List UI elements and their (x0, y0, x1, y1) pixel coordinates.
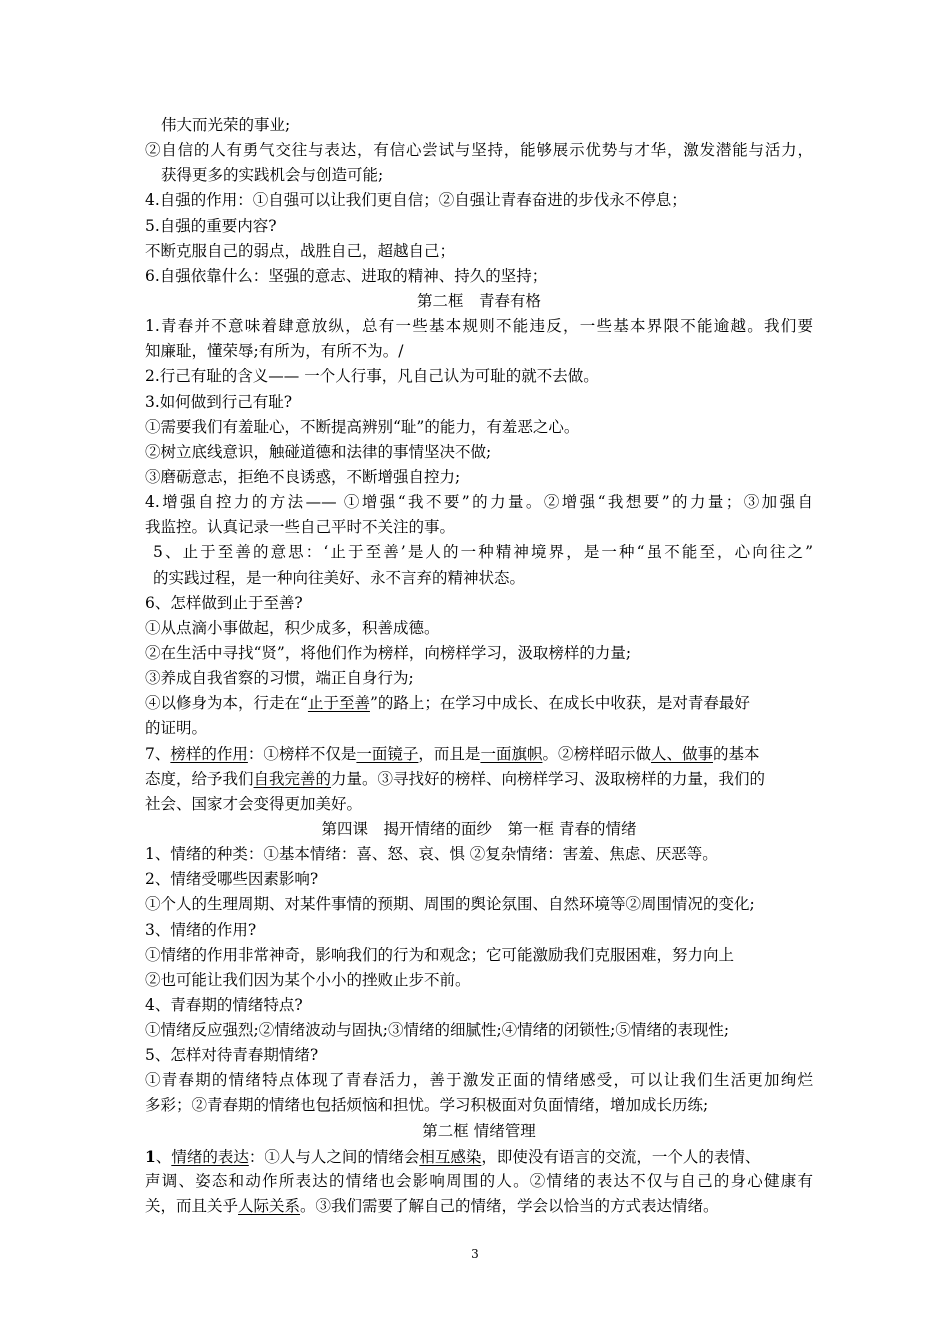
text-line: 社会、国家才会变得更加美好。 (145, 794, 363, 813)
text-line: 4.自强的作用：①自强可以让我们更自信；②自强让青春奋进的步伐永不停息； (145, 191, 687, 210)
text-line: 1、情绪的种类：①基本情绪：喜、怒、哀、惧 ②复杂情绪：害羞、焦虑、厌恶等。 (145, 845, 718, 864)
text-line (145, 742, 813, 767)
text-line (145, 691, 813, 716)
text-run: 的基本 (712, 744, 760, 763)
text-run: ，而且是 (418, 744, 481, 763)
underlined-term: 情绪的表达 (171, 1147, 249, 1166)
section-heading: 第二框 情绪管理 (422, 1121, 536, 1140)
underlined-term: 相互感染 (419, 1147, 482, 1166)
text-line: ①情绪反应强烈;②情绪波动与固执;③情绪的细腻性;④情绪的闭锁性;⑤情绪的表现性; (145, 1021, 730, 1040)
text-line: 我监控。认真记录一些自己平时不关注的事。 (145, 518, 456, 537)
text-run: ：①榜样不仅是 (247, 744, 357, 763)
text-run: 关，而且关乎 (145, 1197, 239, 1216)
text-line: 5、怎样对待青春期情绪? (145, 1046, 319, 1065)
text-line: 3.如何做到行己有耻? (145, 392, 293, 411)
text-line (145, 1194, 813, 1219)
text-line: ②自信的人有勇气交往与表达，有信心尝试与坚持，能够展示优势与才华，激发潜能与活力， (145, 141, 813, 160)
text-run: 、 (155, 1147, 172, 1166)
text-line: 的证明。 (145, 719, 208, 738)
text-line (145, 1144, 813, 1169)
text-line: 2、情绪受哪些因素影响? (145, 870, 319, 889)
text-run: 态度，给予我们 (145, 769, 254, 788)
text-line: 知廉耻，懂荣辱;有所为，有所不为。/ (145, 342, 404, 361)
text-line: 不断克服自己的弱点，战胜自己，超越自己； (145, 241, 456, 260)
text-run: 1 (145, 1146, 156, 1166)
underlined-term: 人际关系 (238, 1197, 301, 1216)
underlined-term: 榜样的作用 (170, 744, 248, 763)
text-line: 5.自强的重要内容? (145, 216, 277, 235)
text-line: ①青春期的情绪特点体现了青春活力，善于激发正面的情绪感受，可以让我们生活更加绚烂 (145, 1071, 813, 1090)
text-line: 伟大而光荣的事业; (161, 116, 291, 134)
text-line: 4、青春期的情绪特点? (145, 995, 303, 1014)
text-run: ，即使没有语言的交流，一个人的表情、 (481, 1147, 761, 1166)
document-body (145, 113, 813, 1219)
text-run: ”的路上；在学习中成长、在成长中收获，是对青春最好 (369, 694, 750, 713)
text-line: ①个人的生理周期、对某件事情的预期、周围的舆论氛围、自然环境等②周围情况的变化; (145, 895, 755, 914)
text-line: ②也可能让我们因为某个小小的挫败止步不前。 (145, 970, 471, 989)
page-number: 3 (471, 1247, 479, 1261)
text-line: 获得更多的实践机会与创造可能; (161, 166, 384, 185)
text-line: ①从点滴小事做起，积少成多，积善成德。 (145, 618, 440, 637)
underlined-term: 一面旗帜 (480, 744, 543, 763)
text-line: 6.自强依靠什么：坚强的意志、进取的精神、持久的坚持； (145, 266, 548, 285)
section-heading: 第二框 青春有格 (416, 291, 541, 310)
text-line: 3、情绪的作用? (145, 920, 257, 939)
text-run: 力量。③寻找好的榜样、向榜样学习、汲取榜样的力量，我们的 (331, 769, 766, 788)
text-line: ③磨砺意志，拒绝不良诱惑，不断增强自控力; (145, 467, 461, 486)
text-run: ④以修身为本，行走在“ (145, 694, 308, 713)
underlined-term: 止于至善 (307, 694, 370, 713)
text-run: 7、 (145, 744, 171, 763)
underlined-term: 自我完善的 (253, 769, 332, 788)
text-line: 6、怎样做到止于至善? (145, 593, 303, 612)
underlined-term: 一面镜子 (356, 744, 419, 763)
text-line: ②树立底线意识，触碰道德和法律的事情坚决不做; (145, 442, 492, 461)
text-line: 声调、姿态和动作所表达的情绪也会影响周围的人。②情绪的表达不仅与自己的身心健康有 (145, 1171, 813, 1190)
text-line: 多彩；②青春期的情绪也包括烦恼和担忧。学习积极面对负面情绪，增加成长历练; (145, 1096, 709, 1115)
text-line: ②在生活中寻找“贤”，将他们作为榜样，向榜样学习，汲取榜样的力量; (145, 643, 632, 662)
text-line: 5、止于至善的意思：‘止于至善’是人的一种精神境界，是一种“虽不能至，心向往之” (153, 543, 813, 562)
text-line: ①情绪的作用非常神奇，影响我们的行为和观念；它可能激励我们克服困难，努力向上 (145, 945, 735, 964)
text-run: 。②榜样昭示做 (542, 744, 651, 763)
text-line: 2.行己有耻的含义—— 一个人行事，凡自己认为可耻的就不去做。 (145, 367, 599, 386)
text-line (145, 767, 813, 792)
text-line: 的实践过程，是一种向往美好、永不言弃的精神状态。 (153, 568, 526, 587)
section-heading: 第四课 揭开情绪的面纱 第一框 青春的情绪 (321, 819, 637, 838)
text-run: 。③我们需要了解自己的情绪，学会以恰当的方式表达情绪。 (300, 1197, 719, 1216)
text-line: ③养成自我省察的习惯，端正自身行为; (145, 669, 414, 688)
text-run: ：①人与人之间的情绪会 (248, 1147, 420, 1166)
underlined-term: 人、做事 (650, 744, 713, 763)
text-line: 1.青春并不意味着肆意放纵，总有一些基本规则不能违反，一些基本界限不能逾越。我们要 (145, 317, 813, 336)
text-line: ①需要我们有羞耻心，不断提高辨别“耻”的能力，有羞恶之心。 (145, 417, 580, 436)
text-line: 4.增强自控力的方法—— ①增强“我不要”的力量。②增强“我想要”的力量；③加强自 (145, 493, 813, 512)
